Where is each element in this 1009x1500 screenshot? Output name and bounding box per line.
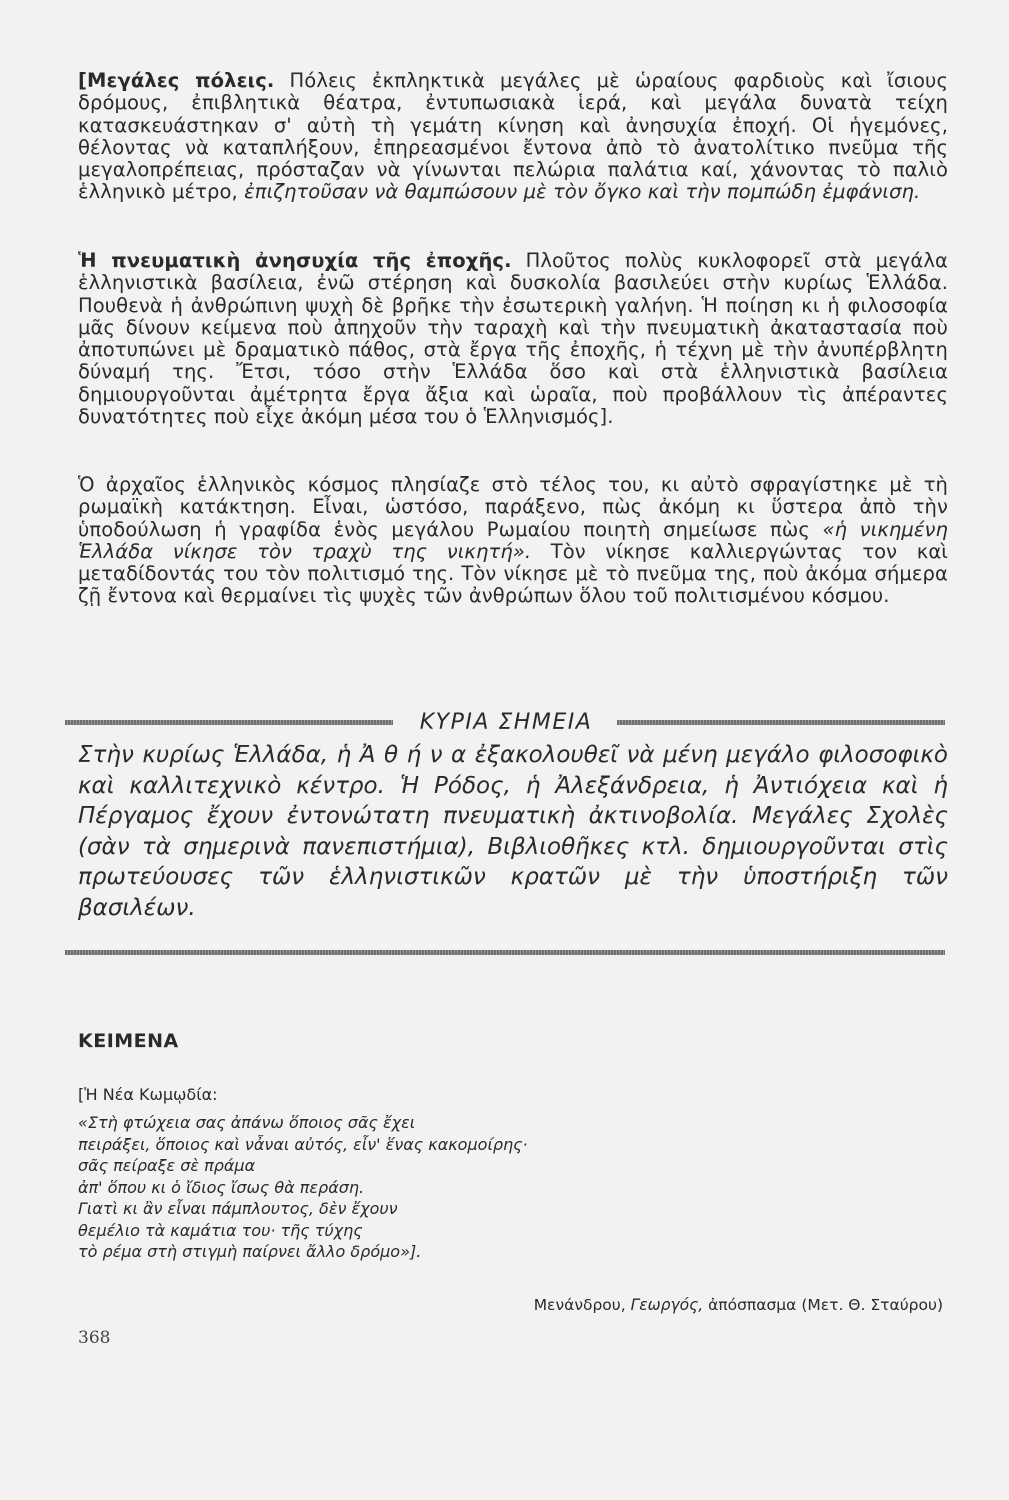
paragraph-text: Πλοῦτος πολὺς κυκλοφορεῖ στὰ μεγάλα ἑλληνιστικὰ βασίλεια, ἐνῶ στέρηση καὶ δυσκολία βασιλεύει στὴν κυρίως Ἑλλάδα. Πουθενὰ ἡ ἀνθρώπινη ψυχὴ δὲ βρῆκε τὴν ἐσωτερικὴ γαλήνη. Ἡ ποίηση κι ἡ φιλοσοφία μᾶς δίνουν κείμενα ποὺ ἀπηχοῦν τὴν ταραχὴ καὶ τὴν πνευματικὴ ἀκαταστασία ποὺ ἀποτυπώνει μὲ δραματικὸ πάθος, στὰ ἔργα τῆς ἐποχῆς, ἡ τέχνη μὲ τὴν ἀνυπέρβλητη δύναμή της. Ἔτσι, τόσο στὴν Ἑλλάδα ὅσο καὶ στὰ ἑλληνιστικὰ βασίλεια δημιουργοῦνται ἀμέτρητα ἔργα ἄξια καὶ ὡραῖα, ποὺ προβάλλουν τὶς ἀπέραντες δυνατότητες ποὺ εἶχε ἀκόμη μέσα του ὁ Ἑλληνισμός]. bbox=[78, 249, 948, 429]
source-details: ἀπόσπασμα (Μετ. Θ. Σταύρου) bbox=[708, 1296, 943, 1314]
page-number: 368 bbox=[78, 1328, 111, 1348]
poem-line: ἀπ' ὅπου κι ὁ ἴδιος ἴσως θὰ περάση. bbox=[78, 1177, 365, 1197]
key-points-heading: ΚΥΡΙΑ ΣΗΜΕΙΑ bbox=[419, 710, 593, 735]
paragraph-text-continued: Τὸν νίκησε καλλιεργώντας τον καὶ μεταδίδοντάς του τὸν πολιτισμό της. Τὸν νίκησε μὲ τὸ πνεῦμα της, ποὺ ἀκόμα σήμερα ζῇ ἔντονα καὶ θερμαίνει τὶς ψυχὲς τῶν ἀνθρώπων ὅλου τοῦ πολιτισμένου κόσμου. bbox=[78, 539, 948, 608]
poem-line: πειράξει, ὅποιος καὶ νἆναι αὐτός, εἶν' ἕνας κακομοίρης· bbox=[78, 1134, 528, 1154]
texts-section-title: ΚΕΙΜΕΝΑ bbox=[78, 1030, 179, 1052]
paragraph-italic-text: ἐπιζητοῦσαν νὰ θαμπώσουν μὲ τὸν ὄγκο καὶ τὴν πομπώδη ἐμφάνιση. bbox=[244, 180, 921, 204]
source-work: Γεωργός, bbox=[630, 1296, 704, 1314]
paragraph-spiritual-unrest bbox=[78, 250, 948, 428]
source-author: Μενάνδρου, bbox=[533, 1296, 626, 1314]
poem-line: τὸ ρέμα στὴ στιγμὴ παίρνει ἄλλο δρόμο»]. bbox=[78, 1242, 422, 1261]
divider-rule-bottom bbox=[65, 950, 945, 955]
poem-line: σᾶς πείραξε σὲ πράμα bbox=[78, 1156, 256, 1175]
poem-line: Γιατὶ κι ἂν εἶναι πάμπλουτος, δὲν ἔχουν bbox=[78, 1199, 398, 1218]
divider-rule-right bbox=[617, 720, 945, 725]
paragraph-large-cities bbox=[78, 70, 948, 204]
paragraph-quote: «ἡ νικημένη Ἑλλάδα νίκησε τὸν τραχὺ της νικητή». bbox=[78, 517, 948, 563]
key-points-body: Στὴν κυρίως Ἑλλάδα, ἡ Ἀ θ ή ν α ἐξακολουθεῖ νὰ μένη μεγάλο φιλοσοφικὸ καὶ καλλιτεχνικὸ κέντρο. Ἡ Ρόδος, ἡ Ἀλεξάνδρεια, ἡ Ἀντιόχεια καὶ ἡ Πέργαμος ἔχουν ἐντονώτατη πνευματικὴ ἀκτινοβολία. Μεγάλες Σχολὲς (σὰν τὰ σημερινὰ πανεπιστήμια), Βιβλιοθῆκες κτλ. δημιουργοῦνται στὶς πρωτεύουσες τῶν ἑλληνιστικῶν κρατῶν μὲ τὴν ὑποστήριξη τῶν βασιλέων. bbox=[78, 742, 948, 921]
paragraph-text: Ὁ ἀρχαῖος ἑλληνικὸς κόσμος πλησίαζε στὸ τέλος του, κι αὐτὸ σφραγίστηκε μὲ τὴ ρωμαϊκὴ κατάκτηση. Εἶναι, ὡστόσο, παράξενο, πὼς ἀκόμη κι ὕστερα ἀπὸ τὴν ὑποδούλωση ἡ γραφίδα ἑνὸς μεγάλου Ρωμαίου ποιητὴ σημείωσε πὼς bbox=[78, 473, 948, 541]
paragraph-roman-conquest bbox=[78, 474, 948, 608]
poem-line: θεμέλιο τὰ καμάτια του· τῆς τύχης bbox=[78, 1220, 363, 1240]
source-citation bbox=[534, 1296, 943, 1314]
poem-excerpt bbox=[78, 1112, 528, 1263]
paragraph-heading: [Μεγάλες πόλεις. bbox=[78, 69, 275, 92]
paragraph-text: Πόλεις ἐκπληκτικὰ μεγάλες μὲ ὡραίους φαρδιοὺς καὶ ἴσιους δρόμους, ἐπιβλητικὰ θέατρα, ἐντυπωσιακὰ ἱερά, καὶ μεγάλα δυνατὰ τείχη κατασκευάστηκαν σ' αὐτὴ τὴ γεμάτη κίνηση καὶ ἀνησυχία ἐποχή. Οἱ ἡγεμόνες, θέλοντας νὰ καταπλήξουν, ἐπηρεασμένοι ἔντονα ἀπὸ τὸ ἀνατολίτικο πνεῦμα τῆς μεγαλοπρέπειας, πρόσταζαν νὰ γίνωνται πελώρια παλάτια καί, χάνοντας τὸ παλιὸ ἑλληνικὸ μέτρο, bbox=[78, 69, 948, 204]
texts-intro: [Ἡ Νέα Κωμῳδία: bbox=[78, 1085, 218, 1104]
divider-rule-left bbox=[65, 720, 393, 725]
key-points-header bbox=[65, 708, 945, 738]
poem-line: «Στὴ φτώχεια σας ἀπάνω ὅποιος σᾶς ἔχει bbox=[78, 1113, 416, 1132]
paragraph-heading: Ἡ πνευματικὴ ἀνησυχία τῆς ἐποχῆς. bbox=[78, 249, 512, 272]
